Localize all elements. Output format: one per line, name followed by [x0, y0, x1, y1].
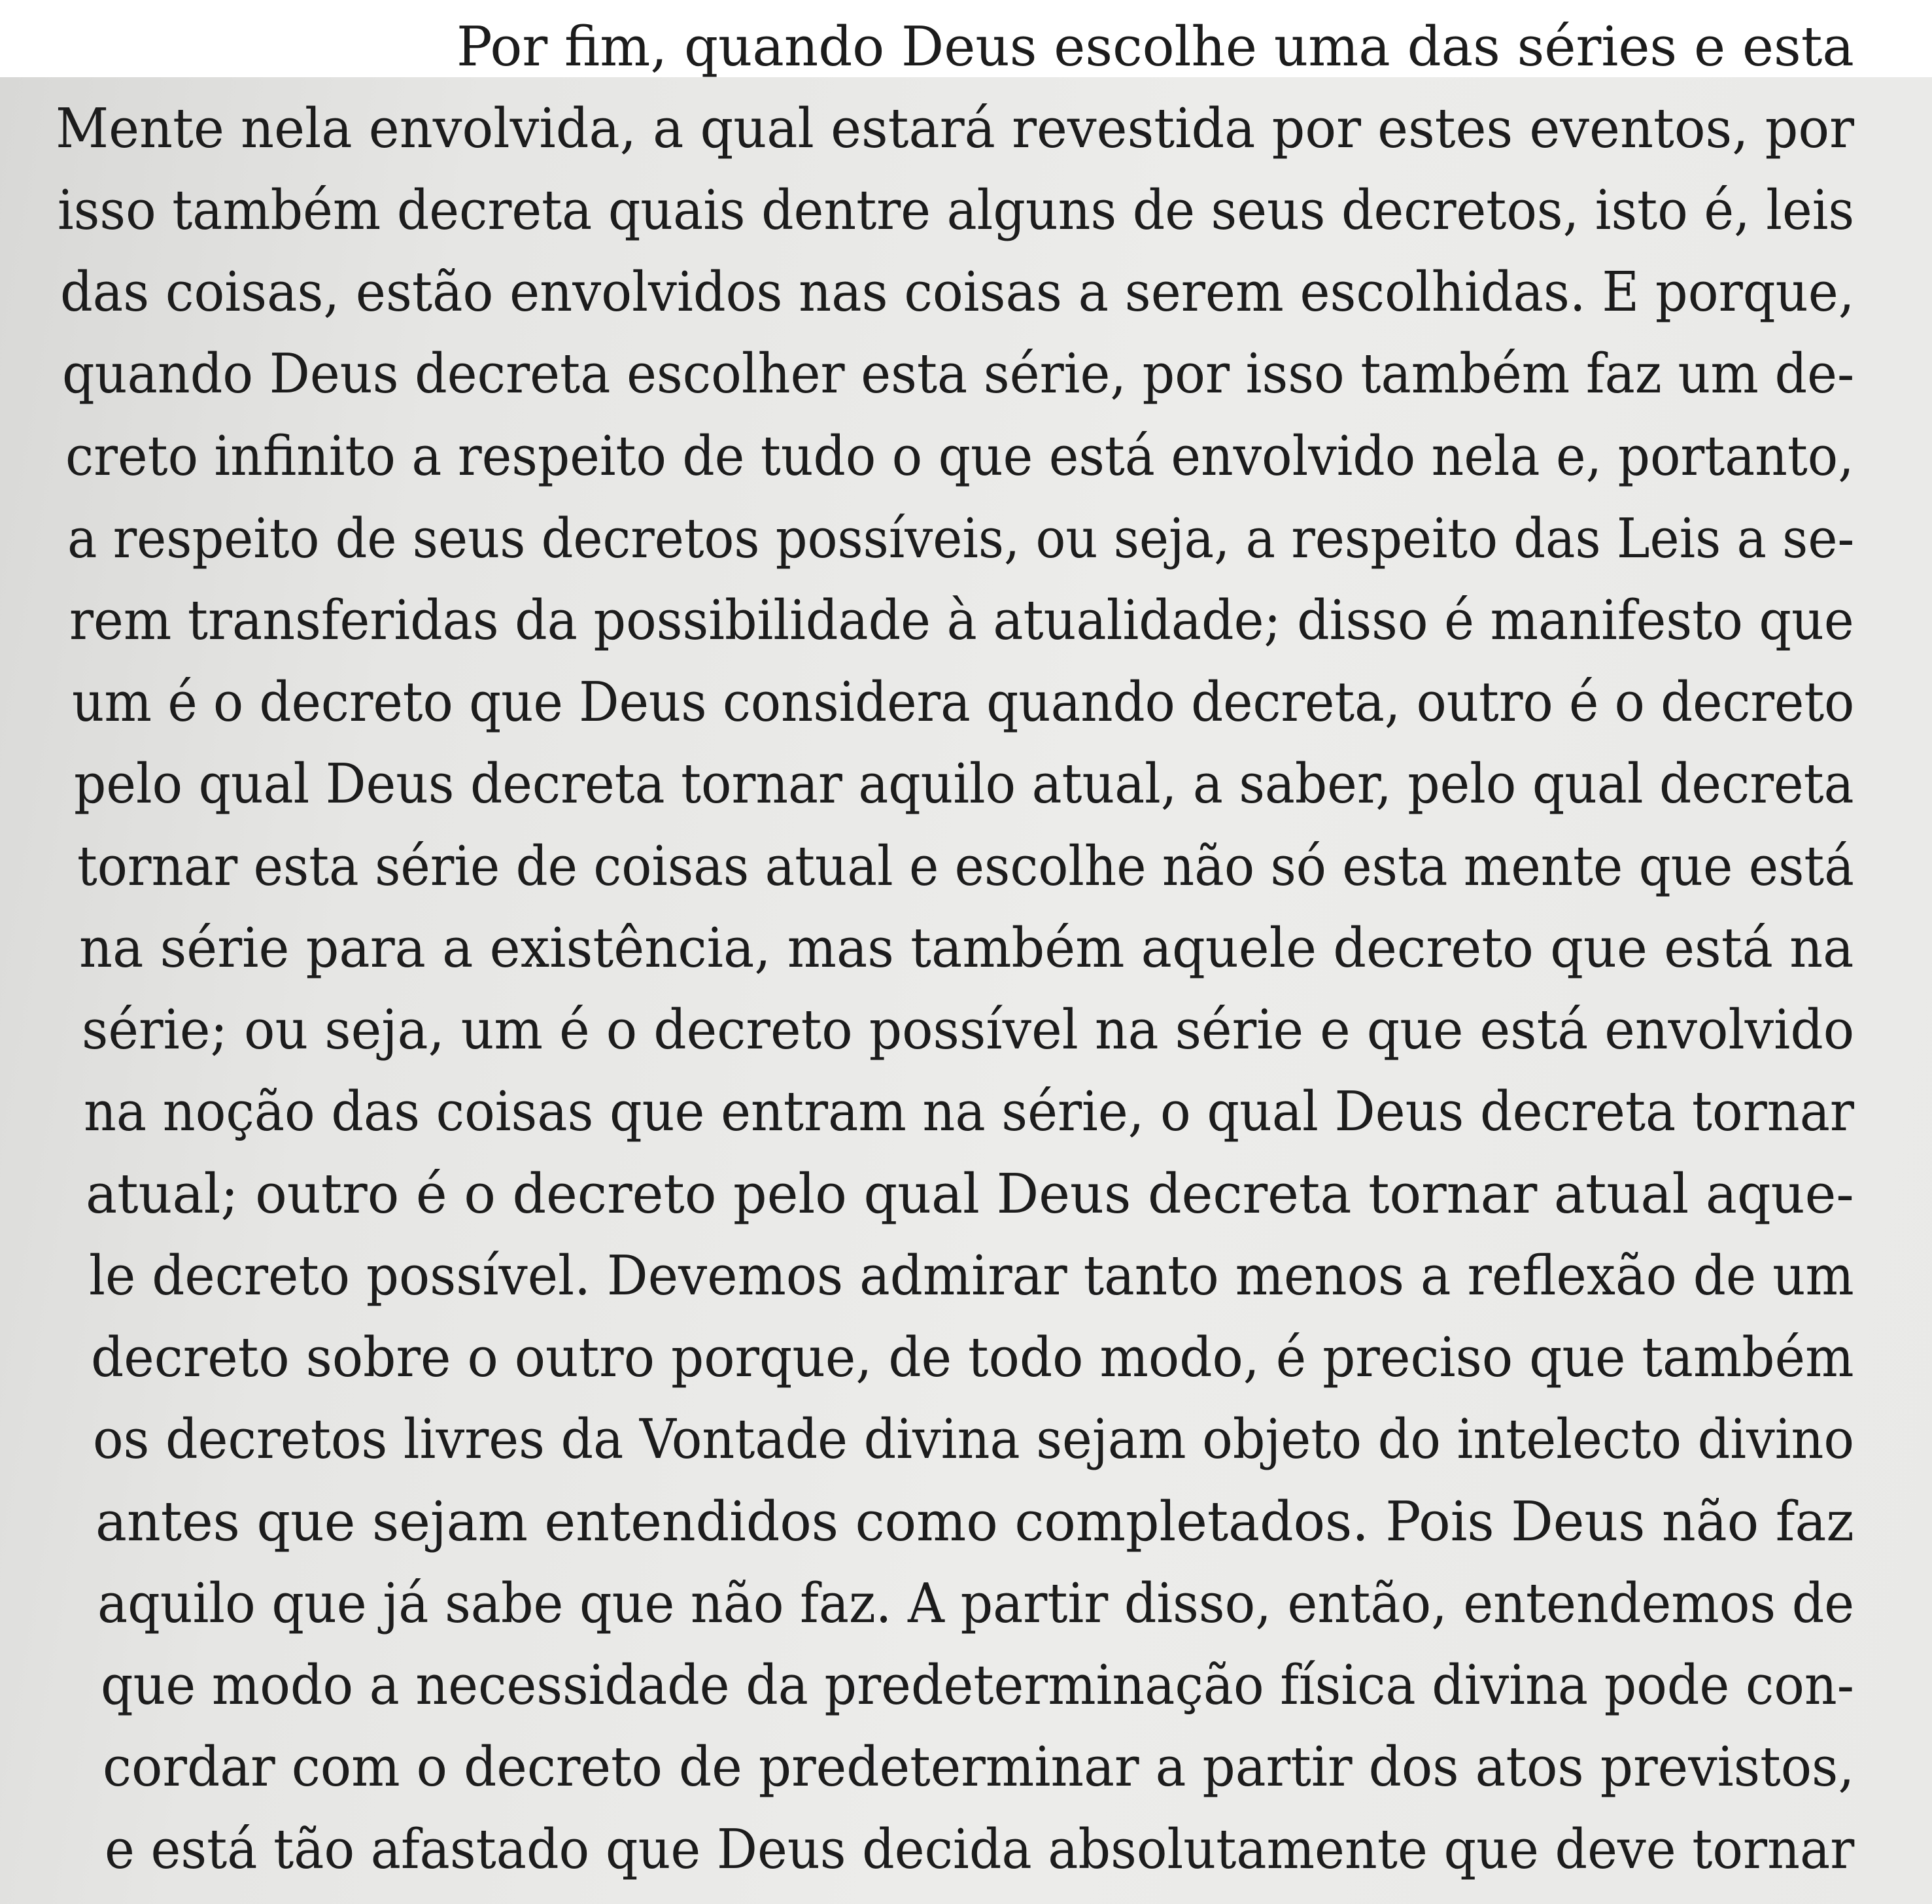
text-line: aquilo que já sabe que não faz. A partir disso, então, entendemos de [97, 1572, 1855, 1635]
text-line: le decreto possível. Devemos admirar tanto menos a reflexão de um [89, 1244, 1854, 1307]
text-line: que modo a necessidade da predeterminação física divina pode con- [101, 1653, 1854, 1717]
text-line: Mente nela envolvida, a qual estará revestida por estes eventos, por [56, 97, 1854, 160]
text-line: cordar com o decreto de predeterminar a partir dos atos previstos, [103, 1735, 1855, 1799]
text-line: série; ou seja, um é o decreto possível na série e que está envolvido [82, 998, 1855, 1062]
text-line: a respeito de seus decretos possíveis, ou seja, a respeito das Leis a se- [67, 507, 1855, 570]
text-line: isso também decreta quais dentre alguns de seus decretos, isto é, leis [58, 179, 1855, 242]
text-line: Por fim, quando Deus escolhe uma das séries e esta [457, 15, 1854, 78]
text-line: quando Deus decreta escolher esta série, por isso também faz um de- [62, 342, 1855, 406]
text-line: creto infinito a respeito de tudo o que está envolvido nela e, portanto, [65, 424, 1854, 488]
text-line: antes que sejam entendidos como completados. Pois Deus não faz [95, 1490, 1854, 1553]
text-line: um é o decreto que Deus considera quando decreta, outro é o decreto [72, 670, 1855, 734]
text-line: das coisas, estão envolvidos nas coisas a serem escolhidas. E porque, [60, 260, 1855, 324]
text-line: atual; outro é o decreto pelo qual Deus decreta tornar atual aque- [86, 1162, 1854, 1226]
text-line: na série para a existência, mas também aquele decreto que está na [79, 916, 1854, 980]
text-line: tornar esta série de coisas atual e escolhe não só esta mente que está [77, 835, 1854, 898]
text-line: decreto sobre o outro porque, de todo modo, é preciso que também [91, 1326, 1854, 1389]
text-line: pelo qual Deus decreta tornar aquilo atual, a saber, pelo qual decreta [74, 752, 1854, 816]
text-line: rem transferidas da possibilidade à atualidade; disso é manifesto que [69, 589, 1854, 652]
text-line: na noção das coisas que entram na série, o qual Deus decreta tornar [84, 1080, 1854, 1143]
text-line: e está tão afastado que Deus decida absolutamente que deve tornar [105, 1818, 1855, 1881]
text-line: os decretos livres da Vontade divina sejam objeto do intelecto divino [93, 1408, 1855, 1471]
